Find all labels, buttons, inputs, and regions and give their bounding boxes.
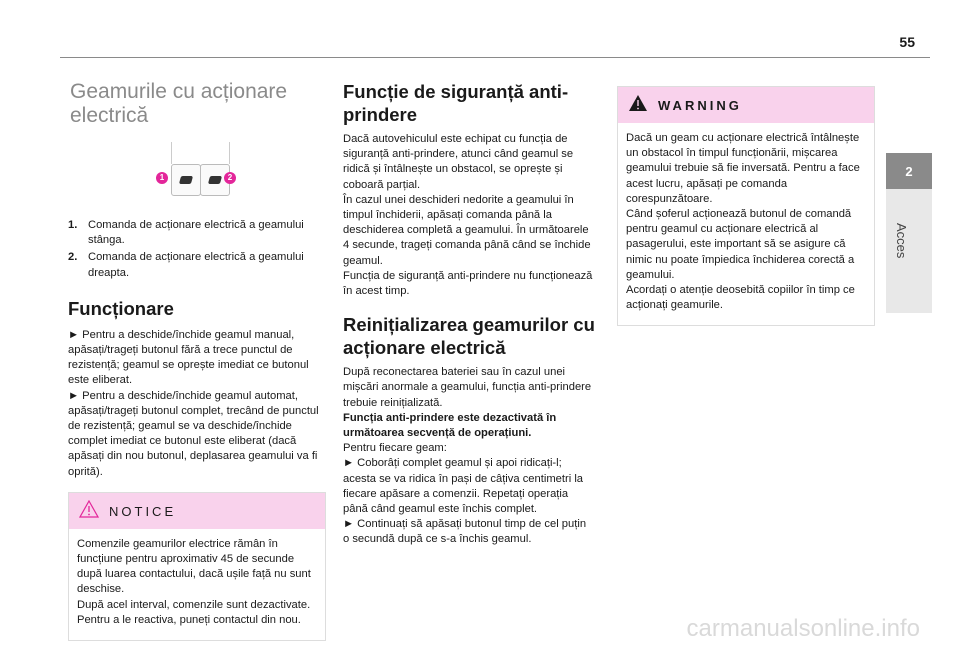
left-window-switch-icon bbox=[171, 164, 201, 196]
paragraph-bold: Funcția anti-prindere este dezactivată în următoarea secvență de operațiuni. bbox=[343, 411, 557, 440]
heading-reinitialize: Reinițializarea geamurilor cu acționare electrică bbox=[343, 314, 595, 359]
paragraph: Dacă un geam cu acționare electrică întâlnește un obstacol în timpul funcționării, mișcarea geamului trebuie să fie inversată. Pentru a face acest lucru, apăsați pe comanda corespunzătoare. bbox=[626, 132, 860, 205]
warning-title: WARNING bbox=[658, 98, 742, 113]
column-left bbox=[68, 80, 326, 641]
paragraph: După acel interval, comenzile sunt dezactivate. Pentru a le reactiva, puneți contactul din nou. bbox=[77, 598, 311, 626]
heading-anti-pinch: Funcție de siguranță anti-prindere bbox=[343, 81, 569, 125]
control-list bbox=[68, 218, 326, 281]
paragraph: Acordați o atenție deosebită copiilor în timp ce acționați geamurile. bbox=[626, 284, 855, 312]
figure-line bbox=[229, 142, 230, 164]
paragraph: ► Pentru a deschide/închide geamul automat, apăsați/trageți butonul complet, trecând de punctul de rezistență; geamul se va deschide/închide complet imediat ce butonul este eliberat (dacă apăsați din nou butonul, deplasarea geamului va fi oprită). bbox=[68, 389, 319, 478]
section-title: Geamurile cu acționare electrică bbox=[70, 80, 288, 127]
chapter-label: Acces bbox=[894, 223, 909, 259]
callout-1: 1 bbox=[156, 172, 168, 184]
list-item: 2. Comanda de acționare electrică a geamului dreapta. bbox=[68, 251, 304, 279]
column-right bbox=[617, 86, 875, 326]
paragraph: Funcția de siguranță anti-prindere nu funcționează în acest timp. bbox=[343, 269, 593, 298]
paragraph: Comenzile geamurilor electrice rămân în funcțiune pentru aproximativ 45 de secunde după luarea contactului, dacă ușile față nu sunt deschise. bbox=[77, 537, 311, 596]
paragraph: În cazul unei deschideri nedorite a geamului în timpul închiderii, apăsați comanda până la deschiderea completă a geamului. În următoarele 4 secunde, trageți comanda până când se închide geamul. bbox=[343, 193, 591, 267]
paragraph: Pentru fiecare geam: bbox=[343, 442, 447, 455]
chapter-number: 2 bbox=[886, 153, 932, 189]
callout-2: 2 bbox=[224, 172, 236, 184]
heading-functionare: Funcționare bbox=[68, 297, 174, 319]
warning-triangle-icon bbox=[628, 94, 648, 112]
watermark: carmanualsonline.info bbox=[686, 615, 920, 642]
notice-box bbox=[68, 492, 326, 641]
paragraph: Dacă autovehiculul este echipat cu funcția de siguranță anti-prindere, atunci când geamul se ridică și întâlnește un obstacol, se oprește și coboară parțial. bbox=[343, 133, 574, 191]
list-item: 1. Comanda de acționare electrică a geamului stânga. bbox=[68, 219, 304, 247]
paragraph: După reconectarea bateriei sau în cazul unei mișcări anormale a geamului, funcția anti-prindere trebuie reinițializată. bbox=[343, 366, 592, 409]
warning-box bbox=[617, 86, 875, 326]
paragraph: ► Coborâți complet geamul și apoi ridicați-l; acesta se va ridica în pași de câțiva centimetri la fiecare apăsare a comenzii. Repetați operația până când geamul este închis complet. bbox=[343, 457, 584, 516]
notice-title: NOTICE bbox=[109, 503, 177, 519]
paragraph: ► Continuați să apăsați butonul timp de cel puțin o secundă după ce s-a închis geamul. bbox=[343, 518, 587, 546]
window-switch-figure bbox=[68, 138, 326, 213]
paragraph: Când șoferul acționează butonul de comandă pentru geamul cu acționare electrică al pasagerului, este important să se asigure că nimic nu poate împiedica închiderea corectă a geamului. bbox=[626, 208, 855, 281]
header-rule bbox=[60, 57, 930, 58]
page-number: 55 bbox=[899, 34, 915, 50]
figure-line bbox=[171, 142, 172, 164]
paragraph: ► Pentru a deschide/închide geamul manual, apăsați/trageți butonul fără a trece punctul de rezistență; geamul se oprește imediat ce butonul este eliberat. bbox=[68, 328, 309, 387]
chapter-tab[interactable] bbox=[886, 153, 932, 313]
column-middle bbox=[343, 80, 595, 548]
warning-triangle-icon bbox=[79, 500, 99, 518]
